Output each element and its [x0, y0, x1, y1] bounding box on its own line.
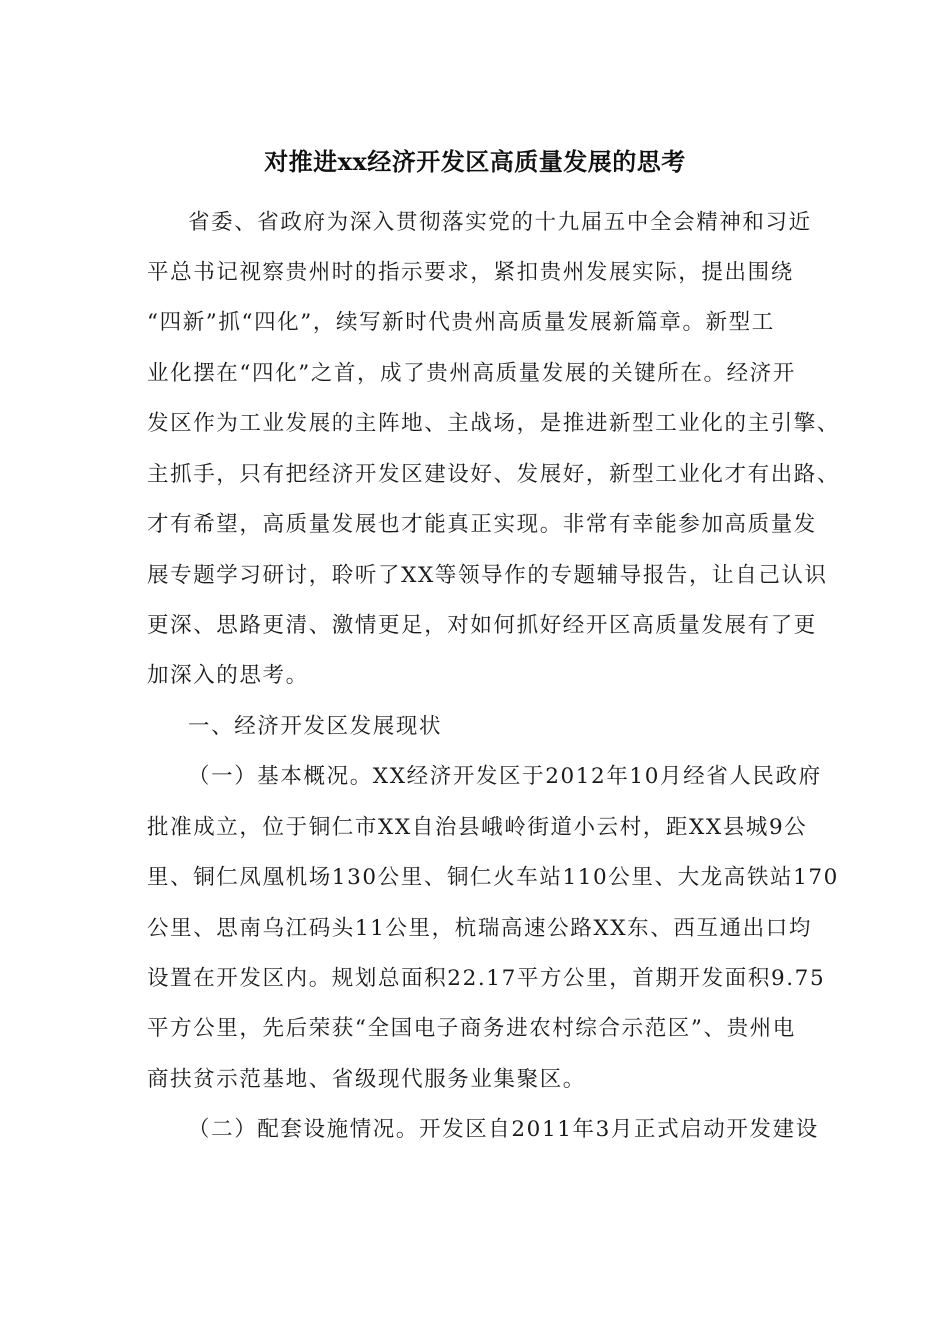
paragraph-line: （一）基本概况。XX经济开发区于2012年10月经省人民政府: [188, 764, 822, 789]
paragraph-line: 更深、思路更清、激情更足，对如何抓好经开区高质量发展有了更: [147, 613, 817, 638]
paragraph-line: 批准成立，位于铜仁市XX自治县峨岭街道小云村，距XX县城9公: [147, 815, 808, 840]
paragraph-line: 发区作为工业发展的主阵地、主战场，是推进新型工业化的主引擎、: [147, 411, 841, 436]
paragraph-line: 设置在开发区内。规划总面积22.17平方公里，首期开发面积9.75: [147, 966, 826, 991]
paragraph-line: 平总书记视察贵州时的指示要求，紧扣贵州发展实际，提出围绕: [147, 260, 794, 285]
paragraph-line: 公里、思南乌江码头11公里，杭瑞高速公路XX东、西互通出口均: [147, 916, 812, 941]
paragraph-line: （二）配套设施情况。开发区自2011年3月正式启动开发建设: [188, 1117, 819, 1142]
paragraph-line: 加深入的思考。: [147, 663, 309, 688]
paragraph-line: 平方公里，先后荣获“全国电子商务进农村综合示范区”、贵州电: [147, 1016, 796, 1041]
paragraph-line: 里、铜仁凤凰机场130公里、铜仁火车站110公里、大龙高铁站170: [147, 865, 839, 890]
paragraph-line: “四新”抓“四化”，续写新时代贵州高质量发展新篇章。新型工: [147, 310, 775, 335]
paragraph-line: 省委、省政府为深入贯彻落实党的十九届五中全会精神和习近: [188, 210, 812, 235]
paragraph-line: 才有希望，高质量发展也才能真正实现。非常有幸能参加高质量发: [147, 512, 817, 537]
paragraph-line: 主抓手，只有把经济开发区建设好、发展好，新型工业化才有出路、: [147, 462, 841, 487]
paragraph-line: 商扶贫示范基地、省级现代服务业集聚区。: [147, 1067, 586, 1092]
section-heading: 一、经济开发区发展现状: [188, 714, 443, 739]
document-title: 对推进xx经济开发区高质量发展的思考: [264, 147, 686, 176]
paragraph-line: 展专题学习研讨，聆听了XX等领导作的专题辅导报告，让自己认识: [147, 563, 828, 588]
paragraph-line: 业化摆在“四化”之首，成了贵州高质量发展的关键所在。经济开: [147, 361, 796, 386]
